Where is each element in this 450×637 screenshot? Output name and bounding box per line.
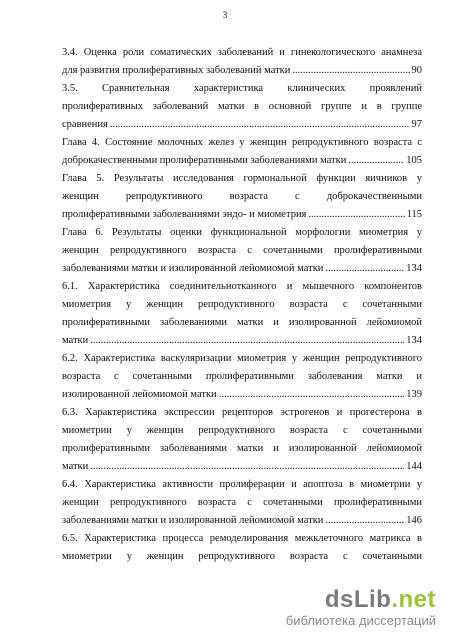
dslib-logo: dsLib.net — [324, 586, 436, 613]
toc-line-with-page — [62, 260, 422, 278]
toc-line: пролиферативными заболеваниями матки и изолированной лейомиомой — [62, 443, 422, 454]
toc-line: 6.2. Характеристика васкуляризации миометрия у женщин репродуктивного — [62, 353, 422, 364]
dot-leader — [90, 458, 404, 476]
toc-line: заболеваниями матки и изолированной лейомиомой матки — [62, 263, 324, 274]
toc-entry — [62, 350, 422, 404]
toc-line: пролиферативными заболеваниями эндо- и миометрия — [62, 209, 307, 220]
toc-line: миометрии у женщин репродуктивного возраста с сочетанными — [62, 425, 422, 436]
dot-leader — [219, 386, 405, 404]
toc-line-with-page — [62, 512, 422, 530]
dot-leader — [348, 152, 404, 170]
toc-page-number: 144 — [406, 461, 422, 472]
toc-line: возраста с сочетанными пролиферативными заболевания матки и — [62, 371, 422, 382]
toc-line: пролиферативных заболеваний матки в основной группе и в группе — [62, 101, 422, 112]
toc-page-number: 134 — [406, 263, 422, 274]
toc-line: заболеваниями матки и изолированной лейомиомой матки — [62, 515, 324, 526]
table-of-contents — [62, 44, 422, 566]
toc-line-with-page — [62, 458, 422, 476]
dot-leader — [325, 512, 404, 530]
toc-line: 6.3. Характеристика экспрессии рецепторов эстрогенов и прогестерона в — [62, 407, 422, 418]
watermark-subtitle: библиотека диссертаций — [285, 613, 436, 628]
toc-line: 3.5. Сравнительная характеристика клинических проявлений — [62, 83, 422, 94]
toc-line: 6.5. Характеристика процесса ремоделирования межклеточного матрикса в — [62, 533, 422, 544]
toc-line: матки — [62, 335, 89, 346]
toc-entry — [62, 476, 422, 530]
toc-line: для развития пролиферативных заболеваний матки — [62, 65, 291, 76]
toc-entry — [62, 134, 422, 170]
toc-page-number: 134 — [406, 335, 422, 346]
dot-leader — [110, 116, 410, 134]
toc-line: Глава 4. Состояние молочных желез у женщин репродуктивного возраста с — [62, 137, 422, 148]
toc-line: доброкачественными пролиферативными заболеваниями матки — [62, 155, 347, 166]
toc-line: Глава 6. Результаты оценки функциональной морфологии миометрия у — [62, 227, 422, 238]
toc-line: женщин репродуктивного возраста с сочетанными пролиферативными — [62, 245, 422, 256]
toc-entry — [62, 80, 422, 134]
toc-entry — [62, 404, 422, 476]
toc-line: матки — [62, 461, 89, 472]
toc-line: миометрии у женщин репродуктивного возраста с сочетанными — [62, 551, 422, 562]
toc-line-with-page — [62, 206, 422, 224]
toc-line: миометрия у женщин репродуктивного возраста с сочетанными — [62, 299, 422, 310]
dot-leader — [325, 260, 404, 278]
toc-line: женщин репродуктивного возраста с доброкачественными — [62, 191, 422, 202]
toc-line: сравнения — [62, 119, 108, 130]
dslib-watermark[interactable] — [286, 587, 436, 629]
toc-line-with-page — [62, 386, 422, 404]
toc-line-with-page — [62, 116, 422, 134]
toc-page-number: 97 — [411, 119, 422, 130]
dot-leader — [90, 332, 404, 350]
toc-entry — [62, 278, 422, 350]
dot-leader — [292, 62, 409, 80]
toc-line-with-page — [62, 152, 422, 170]
toc-entry — [62, 530, 422, 566]
toc-line: Глава 5. Результаты исследования гормональной функции яичников у — [62, 173, 422, 184]
toc-line-with-page — [62, 62, 422, 80]
toc-page-number: 90 — [411, 65, 422, 76]
page-number: 3 — [222, 10, 228, 20]
toc-page-number: 139 — [406, 389, 422, 400]
dot-leader — [308, 206, 404, 224]
toc-line: женщин репродуктивного возраста с сочетанными пролиферативными — [62, 497, 422, 508]
toc-line-with-page — [62, 332, 422, 350]
toc-line: изолированной лейомиомой матки — [62, 389, 217, 400]
toc-page-number: 105 — [406, 155, 422, 166]
toc-entry — [62, 44, 422, 80]
toc-page-number: 115 — [406, 209, 422, 220]
toc-line: пролиферативными заболеваниями матки и изолированной лейомиомой — [62, 317, 422, 328]
toc-entry — [62, 224, 422, 278]
toc-line: 6.1. Характеристика соединительнотканного и мышечного компонентов — [62, 281, 422, 292]
toc-line: 6.4. Характеристика активности пролиферации и апоптоза в миометрии у — [62, 479, 422, 490]
toc-line: 3.4. Оценка роли соматических заболеваний и гинекологического анамнеза — [62, 47, 422, 58]
toc-entry — [62, 170, 422, 224]
toc-page-number: 146 — [406, 515, 422, 526]
